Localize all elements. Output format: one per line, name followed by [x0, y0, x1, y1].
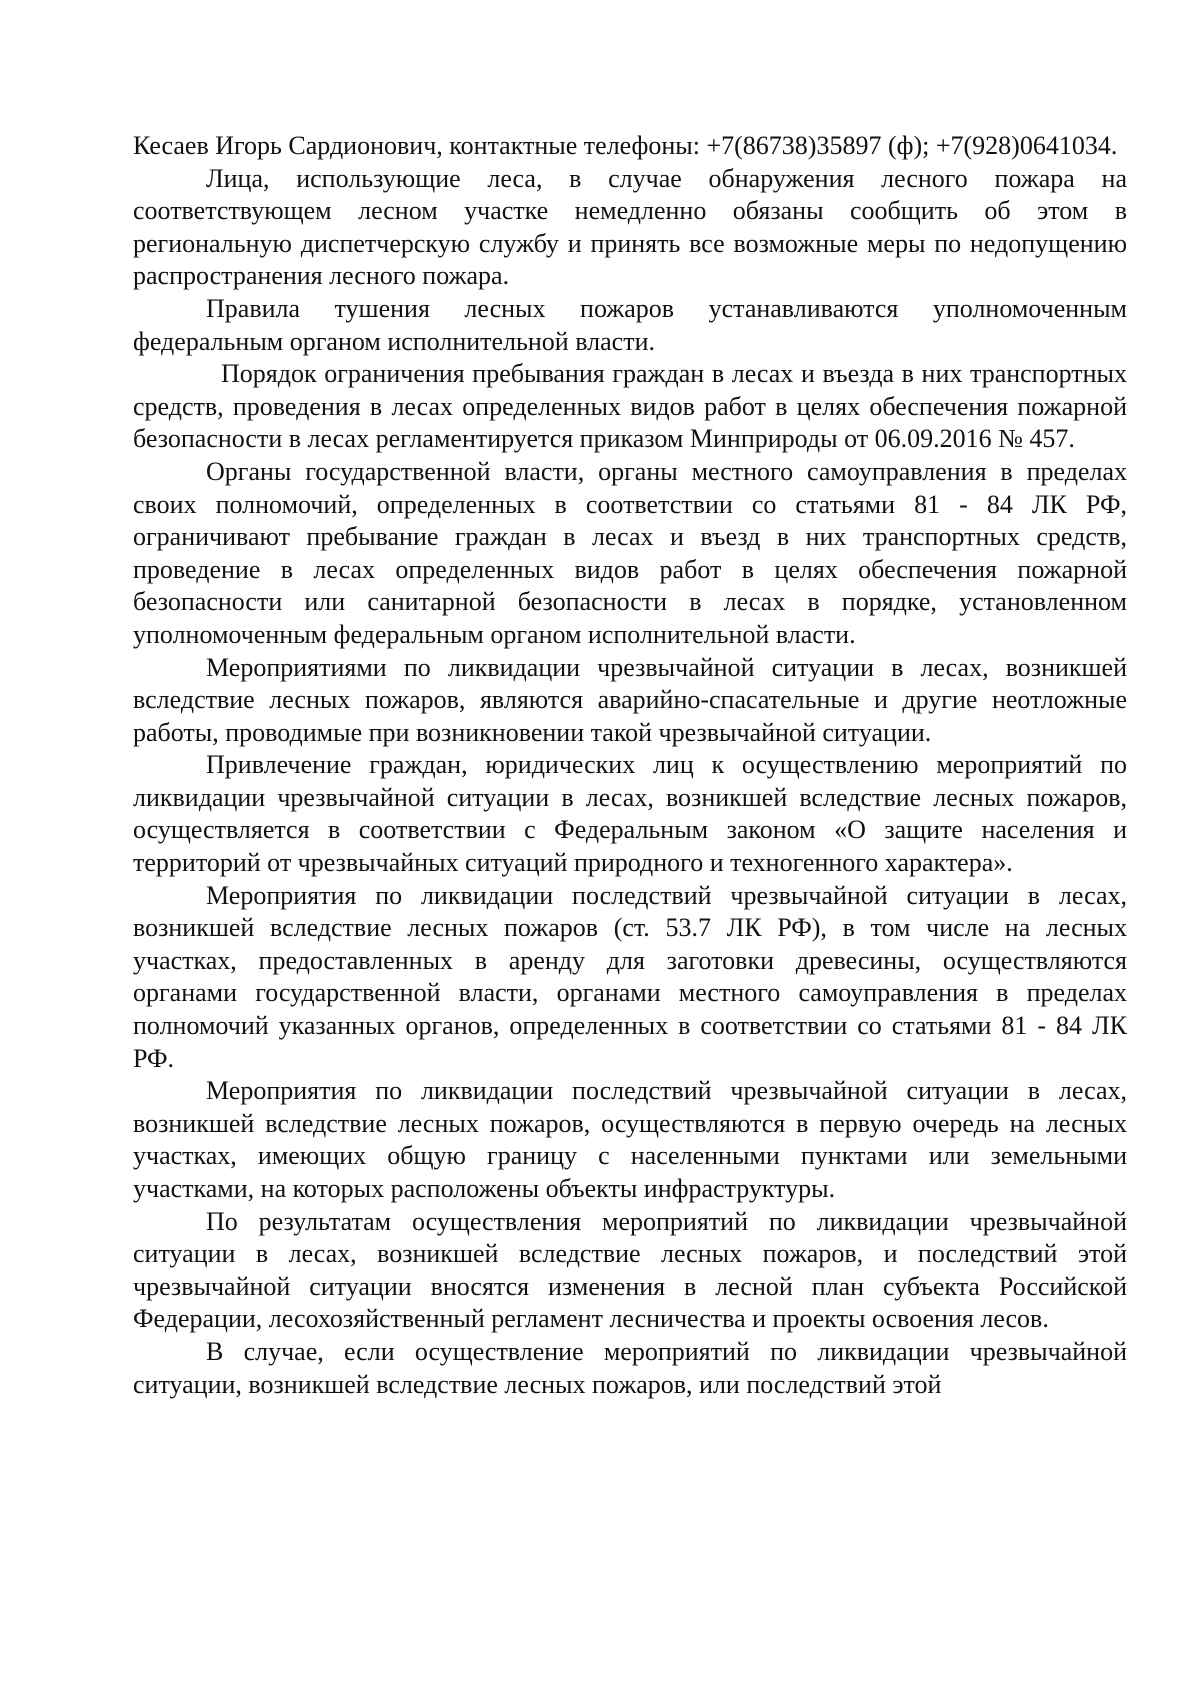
paragraph-authorities-restrictions: Органы государственной власти, органы местного самоуправления в пределах своих полномочий, определенных в соответствии со статьями 81 - 84 ЛК РФ, ограничивают пребывание граждан в лесах и въезд в них транспортных средств, проведение в лесах определенных видов работ в целях обеспечения пожарной безопасности или санитарной безопасности в лесах в порядке, установленном уполномоченным федеральным органом исполнительной власти. [133, 456, 1127, 649]
paragraph-contact-phones: Кесаев Игорь Сардионович, контактные телефоны: +7(86738)35897 (ф); +7(928)0641034. [133, 131, 1118, 160]
document-body [133, 130, 1127, 1401]
paragraph-continued: В случае, если осуществление мероприятий по ликвидации чрезвычайной ситуации, возникшей вследствие лесных пожаров, или последствий этой [133, 1336, 1127, 1399]
paragraph-consequences-liquidation: Мероприятия по ликвидации последствий чрезвычайной ситуации в лесах, возникшей вследствие лесных пожаров (ст. 53.7 ЛК РФ), в том числе на лесных участках, предоставленных в аренду для заготовки древесины, осуществляются органами государственной власти, органами местного самоуправления в пределах полномочий указанных органов, определенных в соответствии со статьями 81 - 84 ЛК РФ. [133, 880, 1127, 1073]
paragraph-fire-report-duty: Лица, использующие леса, в случае обнаружения лесного пожара на соответствующем лесном участке немедленно обязаны сообщить об этом в региональную диспетчерскую службу и принять все возможные меры по недопущению распространения лесного пожара. [133, 163, 1127, 291]
paragraph-access-restriction-order: Порядок ограничения пребывания граждан в лесах и въезда в них транспортных средств, проведения в лесах определенных видов работ в целях обеспечения пожарной безопасности в лесах регламентируется приказом Минприроды от 06.09.2016 № 457. [133, 359, 1127, 454]
paragraph-extinguishing-rules: Правила тушения лесных пожаров устанавливаются уполномоченным федеральным органом исполнительной власти. [133, 293, 1127, 356]
paragraph-citizen-involvement: Привлечение граждан, юридических лиц к осуществлению мероприятий по ликвидации чрезвычайной ситуации в лесах, возникшей вследствие лесных пожаров, осуществляется в соответствии с Федеральным законом «О защите населения и территорий от чрезвычайных ситуаций природного и техногенного характера». [133, 750, 1127, 878]
paragraph-emergency-measures: Мероприятиями по ликвидации чрезвычайной ситуации в лесах, возникшей вследствие лесных пожаров, являются аварийно-спасательные и другие неотложные работы, проводимые при возникновении такой чрезвычайной ситуации. [133, 652, 1127, 747]
paragraph-priority-areas: Мероприятия по ликвидации последствий чрезвычайной ситуации в лесах, возникшей вследствие лесных пожаров, осуществляются в первую очередь на лесных участках, имеющих общую границу с населенными пунктами или земельными участками, на которых расположены объекты инфраструктуры. [133, 1076, 1127, 1203]
paragraph-forest-plan-changes: По результатам осуществления мероприятий по ликвидации чрезвычайной ситуации в лесах, возникшей вследствие лесных пожаров, и последствий этой чрезвычайной ситуации вносятся изменения в лесной план субъекта Российской Федерации, лесохозяйственный регламент лесничества и проекты освоения лесов. [133, 1206, 1127, 1334]
